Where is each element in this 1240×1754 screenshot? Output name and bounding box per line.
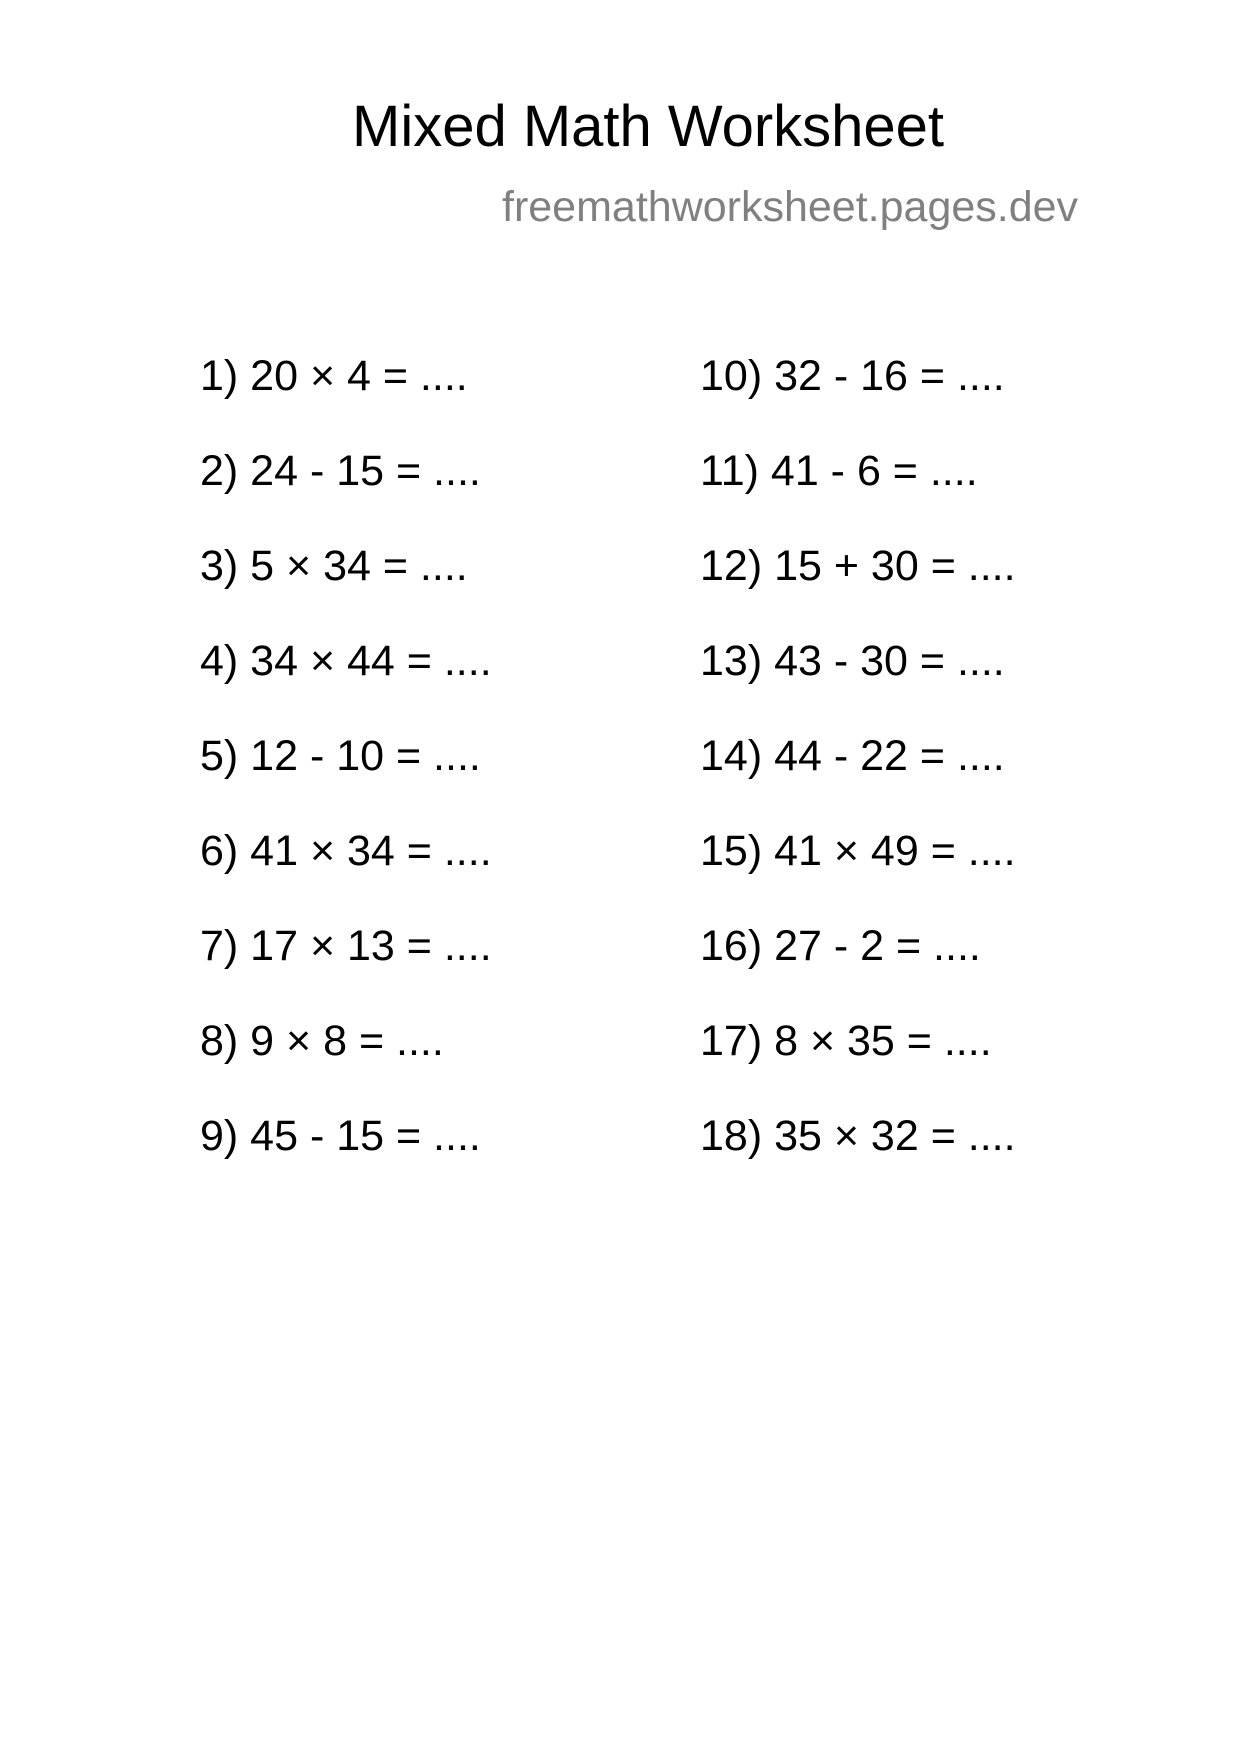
worksheet-source-url: freemathworksheet.pages.dev — [502, 183, 1079, 231]
problem-14: 14) 44 - 22 = .... — [700, 732, 1005, 780]
problem-8: 8) 9 × 8 = .... — [200, 1017, 444, 1065]
problem-15: 15) 41 × 49 = .... — [700, 827, 1016, 875]
problem-11: 11) 41 - 6 = .... — [700, 447, 978, 495]
problem-13: 13) 43 - 30 = .... — [700, 637, 1005, 685]
problem-18: 18) 35 × 32 = .... — [700, 1112, 1016, 1160]
problem-column-left — [200, 352, 670, 1207]
problem-2: 2) 24 - 15 = .... — [200, 447, 481, 495]
problem-16: 16) 27 - 2 = .... — [700, 922, 981, 970]
problem-1: 1) 20 × 4 = .... — [200, 352, 468, 400]
problem-6: 6) 41 × 34 = .... — [200, 827, 492, 875]
problem-17: 17) 8 × 35 = .... — [700, 1017, 992, 1065]
problem-3: 3) 5 × 34 = .... — [200, 542, 468, 590]
problem-5: 5) 12 - 10 = .... — [200, 732, 481, 780]
problem-9: 9) 45 - 15 = .... — [200, 1112, 481, 1160]
problem-column-right — [700, 352, 1170, 1207]
problem-10: 10) 32 - 16 = .... — [700, 352, 1005, 400]
problem-4: 4) 34 × 44 = .... — [200, 637, 492, 685]
problem-12: 12) 15 + 30 = .... — [700, 542, 1016, 590]
problem-7: 7) 17 × 13 = .... — [200, 922, 492, 970]
worksheet-title: Mixed Math Worksheet — [352, 94, 945, 159]
